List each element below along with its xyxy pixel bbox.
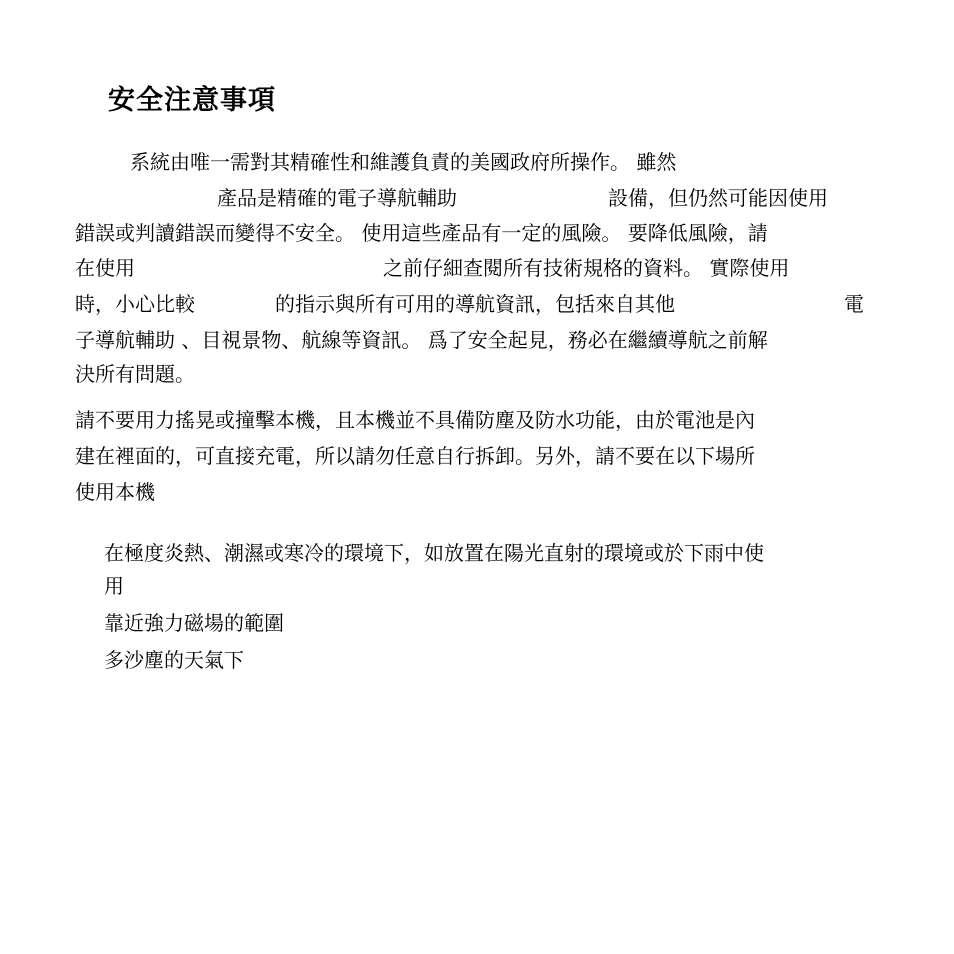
- paragraph-line: 錯誤或判讀錯誤而變得不安全。 使用這些產品有一定的風險。 要降低風險，請: [75, 221, 768, 245]
- paragraph-line: 使用本機: [75, 480, 155, 504]
- list-item: 靠近強力磁場的範圍: [104, 611, 284, 635]
- list-item: 用: [104, 574, 124, 598]
- paragraph-line: 電: [844, 292, 864, 316]
- paragraph-line: 產品是精確的電子導航輔助: [217, 186, 457, 210]
- paragraph-line: 請不要用力搖晃或撞擊本機，且本機並不具備防塵及防水功能，由於電池是內: [75, 408, 755, 432]
- page-title: 安全注意事項: [108, 85, 276, 116]
- paragraph-line: 系統由唯一需對其精確性和維護負責的美國政府所操作。 雖然: [130, 150, 677, 174]
- paragraph-line: 子導航輔助 、目視景物、航線等資訊。 爲了安全起見，務必在繼續導航之前解: [75, 328, 768, 352]
- list-item: 多沙塵的天氣下: [104, 648, 244, 672]
- paragraph-line: 時，小心比較: [75, 292, 195, 316]
- paragraph-line: 之前仔細查閱所有技術規格的資料。 實際使用: [383, 256, 790, 280]
- paragraph-line: 建在裡面的，可直接充電，所以請勿任意自行拆卸。另外，請不要在以下場所: [75, 444, 755, 468]
- list-item: 在極度炎熱、潮濕或寒冷的環境下，如放置在陽光直射的環境或於下雨中使: [104, 541, 764, 565]
- paragraph-line: 在使用: [75, 256, 135, 280]
- paragraph-line: 的指示與所有可用的導航資訊，包括來自其他: [275, 292, 675, 316]
- paragraph-line: 決所有問題。: [75, 362, 195, 386]
- paragraph-line: 設備，但仍然可能因使用: [608, 186, 828, 210]
